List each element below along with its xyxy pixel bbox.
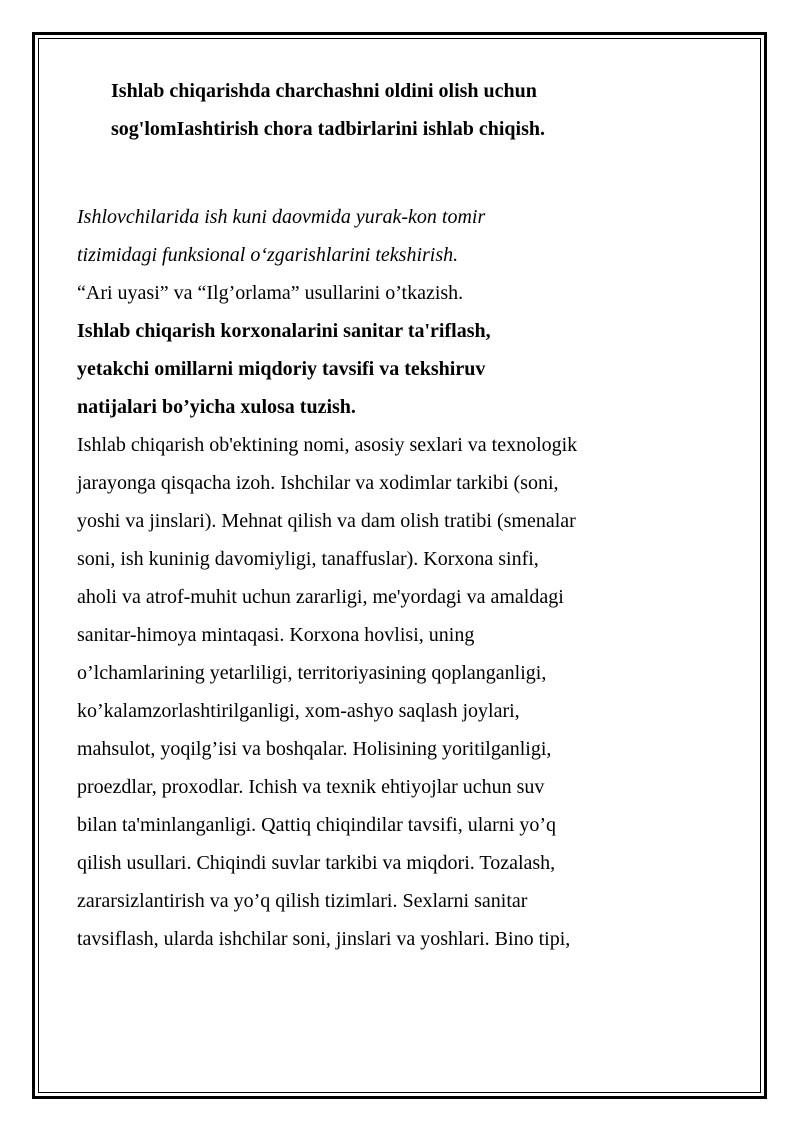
body-paragraph <box>77 426 717 958</box>
section-heading-line: yetakchi omillarni miqdoriy tavsifi va tekshiruv <box>77 358 486 380</box>
body-line: soni, ish kuninig davomiyligi, tanaffuslar). Korxona sinfi, <box>77 548 539 570</box>
section-heading-line: Ishlab chiqarish korxonalarini sanitar ta'riflash, <box>77 320 491 342</box>
body-line: zararsizlantirish va yo’q qilish tizimlari. Sexlarni sanitar <box>77 890 528 912</box>
body-line: jarayonga qisqacha izoh. Ishchilar va xodimlar tarkibi (soni, <box>77 472 559 494</box>
title-spacer <box>77 148 717 198</box>
document-title <box>77 72 717 148</box>
italic-subtitle-line: Ishlovchilarida ish kuni daovmida yurak-kon tomir <box>77 206 486 228</box>
section-heading-line: natijalari bo’yicha xulosa tuzish. <box>77 396 356 418</box>
body-line: mahsulot, yoqilg’isi va boshqalar. Holisining yoritilganligi, <box>77 738 552 760</box>
body-line: proezdlar, proxodlar. Ichish va texnik ehtiyojlar uchun suv <box>77 776 545 798</box>
body-line: Ishlab chiqarish ob'ektining nomi, asosiy sexlari va texnologik <box>77 434 578 456</box>
body-line: o’lchamlarining yetarliligi, territoriyasining qoplanganligi, <box>77 662 547 684</box>
methods-line: “Ari uyasi” va “Ilg’orlama” usullarini o’tkazish. <box>77 282 464 304</box>
body-line: yoshi va jinslari). Mehnat qilish va dam olish tratibi (smenalar <box>77 510 576 532</box>
body-line: qilish usullari. Chiqindi suvlar tarkibi va miqdori. Tozalash, <box>77 852 556 874</box>
body-line: aholi va atrof-muhit uchun zararligi, me'yordagi va amaldagi <box>77 586 564 608</box>
document-content <box>77 72 717 958</box>
title-line: sog'lomIashtirish chora tadbirlarini ishlab chiqish. <box>111 118 545 140</box>
body-line: ko’kalamzorlashtirilganligi, xom-ashyo saqlash joylari, <box>77 700 520 722</box>
title-line: Ishlab chiqarishda charchashni oldini olish uchun <box>111 80 537 102</box>
body-line: bilan ta'minlanganligi. Qattiq chiqindilar tavsifi, ularni yo’q <box>77 814 557 836</box>
italic-subtitle-line: tizimidagi funksional o‘zgarishlarini tekshirish. <box>77 244 459 266</box>
body-line: sanitar-himoya mintaqasi. Korxona hovlisi, uning <box>77 624 475 646</box>
body-line: tavsiflash, ularda ishchilar soni, jinslari va yoshlari. Bino tipi, <box>77 928 571 950</box>
